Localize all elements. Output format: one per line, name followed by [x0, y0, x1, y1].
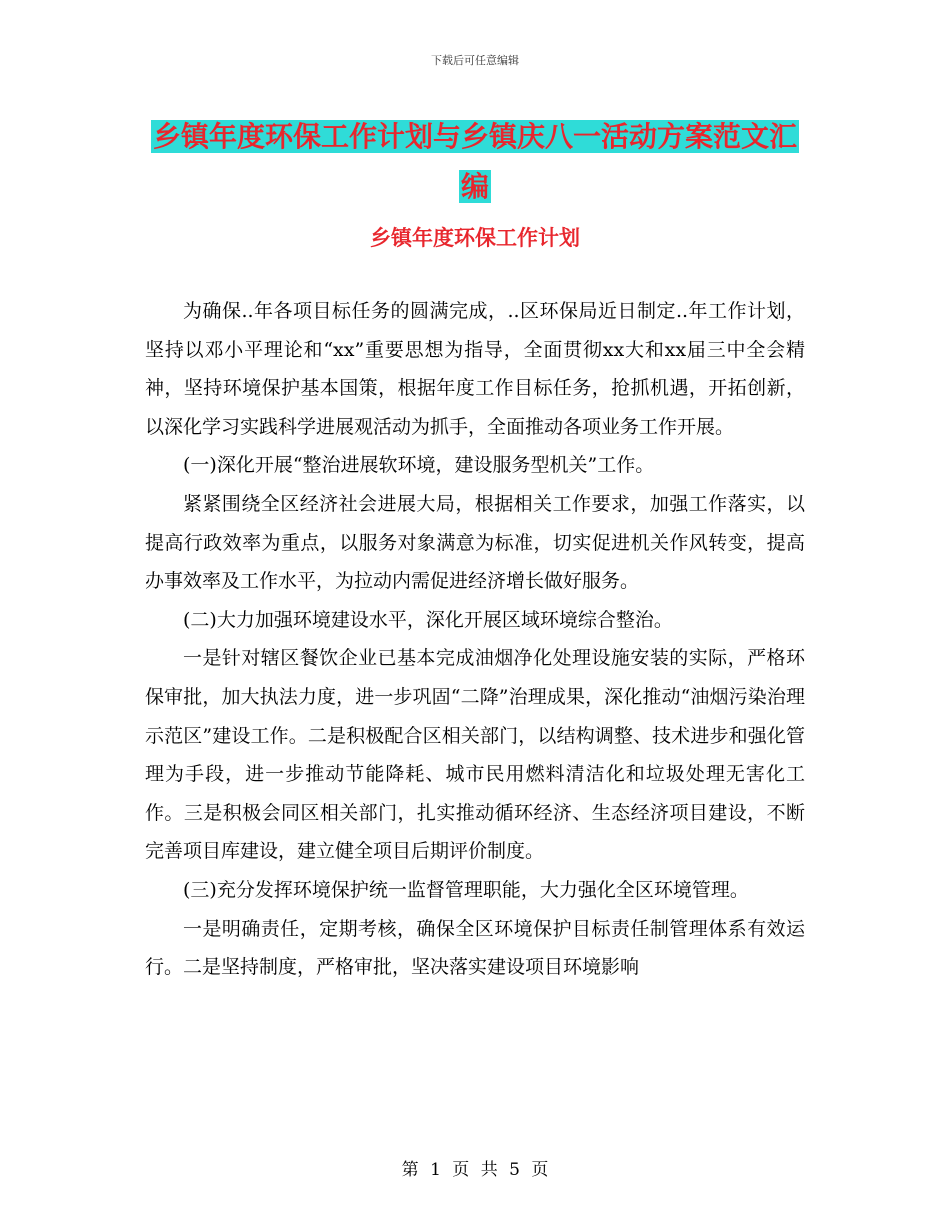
body-text — [145, 292, 805, 987]
document-title-line-2: 编 — [460, 170, 489, 203]
page-footer: 第 1 页 共 5 页 — [401, 1160, 549, 1180]
paragraph: 为确保..年各项目标任务的圆满完成，..区环保局近日制定..年工作计划，坚持以邓小平理论和“xx”重要思想为指导，全面贯彻xx大和xx届三中全会精神，坚持环境保护基本国策，根据年度工作目标任务，抢抓机遇，开拓创新，以深化学习实践科学进展观活动为抓手，全面推动各项业务工作开展。 — [145, 300, 805, 438]
paragraph: (三)充分发挥环境保护统一监督管理职能，大力强化全区环境管理。 — [183, 878, 749, 901]
section-title: 乡镇年度环保工作计划 — [370, 226, 580, 250]
document-title — [0, 112, 950, 212]
document-title-line-1: 乡镇年度环保工作计划与乡镇庆八一活动方案范文汇 — [152, 120, 797, 153]
paragraph: (一)深化开展“整治进展软环境，建设服务型机关”工作。 — [183, 454, 655, 477]
paragraph: (二)大力加强环境建设水平，深化开展区域环境综合整治。 — [183, 608, 673, 631]
paragraph: 紧紧围绕全区经济社会进展大局，根据相关工作要求，加强工作落实，以提高行政效率为重点，以服务对象满意为标准，切实促进机关作风转变，提高办事效率及工作水平，为拉动内需促进经济增长做好服务。 — [145, 492, 805, 593]
paragraph: 一是明确责任，定期考核，确保全区环境保护目标责任制管理体系有效运行。二是坚持制度，严格审批，坚决落实建设项目环境影响 — [145, 917, 805, 979]
header-note: 下载后可任意编辑 — [431, 54, 519, 67]
paragraph: 一是针对辖区餐饮企业已基本完成油烟净化处理设施安装的实际，严格环保审批，加大执法力度，进一步巩固“二降”治理成果，深化推动“油烟污染治理示范区”建设工作。二是积极配合区相关部门，以结构调整、技术进步和强化管理为手段，进一步推动节能降耗、城市民用燃料清洁化和垃圾处理无害化工作。三是积极会同区相关部门，扎实推动循环经济、生态经济项目建设，不断完善项目库建设，建立健全项目后期评价制度。 — [145, 647, 805, 863]
